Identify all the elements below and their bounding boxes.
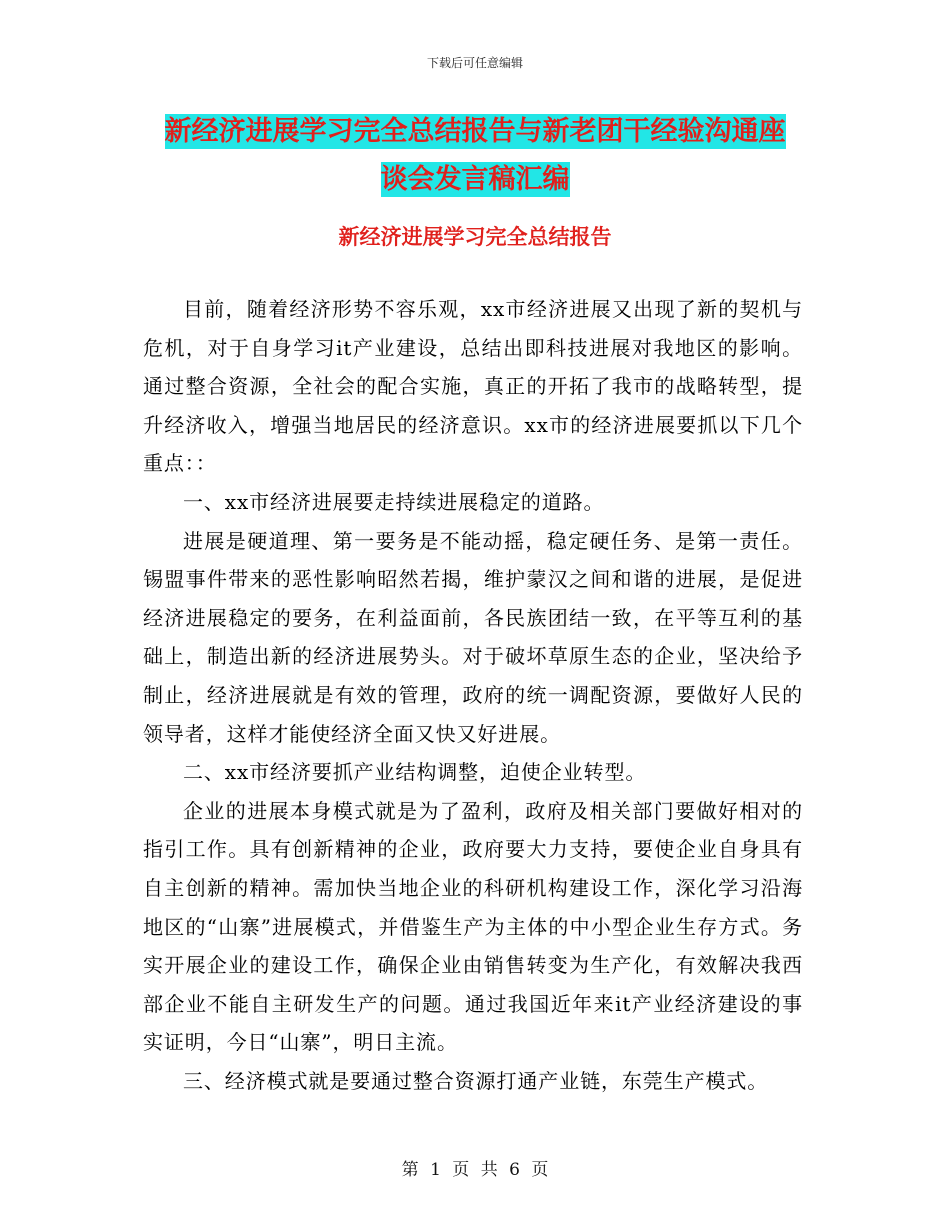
title-line-2: 谈会发言稿汇编 [380, 164, 570, 195]
document-body [143, 290, 803, 1100]
paragraph: 一、xx市经济进展要走持续进展稳定的道路。 [183, 489, 605, 514]
paragraph: 三、经济模式就是要通过整合资源打通产业链，东莞生产模式。 [183, 1068, 769, 1093]
page-footer: 第 1 页 共 6 页 [401, 1160, 549, 1180]
paragraph: 企业的进展本身模式就是为了盈利，政府及相关部门要做好相对的指引工作。具有创新精神的企业，政府要大力支持，要使企业自身具有自主创新的精神。需加快当地企业的科研机构建设工作，深化学习沿海地区的“山寨”进展模式，并借鉴生产为主体的中小型企业生存方式。务实开展企业的建设工作，确保企业由销售转变为生产化，有效解决我西部企业不能自主研发生产的问题。通过我国近年来it产业经济建设的事实证明，今日“山寨”，明日主流。 [143, 798, 803, 1055]
header-note: 下载后可任意编辑 [426, 56, 523, 70]
paragraph: 目前，随着经济形势不容乐观，xx市经济进展又出现了新的契机与危机，对于自身学习it产业建设，总结出即科技进展对我地区的影响。通过整合资源，全社会的配合实施，真正的开拓了我市的战略转型，提升经济收入，增强当地居民的经济意识。xx市的经济进展要抓以下几个重点：： [143, 297, 803, 476]
document-title [0, 108, 950, 204]
title-line-1: 新经济进展学习完全总结报告与新老团干经验沟通座 [164, 116, 786, 147]
section-title: 新经济进展学习完全总结报告 [338, 225, 612, 249]
paragraph: 二、xx市经济要抓产业结构调整，迫使企业转型。 [183, 760, 647, 785]
paragraph: 进展是硬道理、第一要务是不能动摇，稳定硬任务、是第一责任。锡盟事件带来的恶性影响昭然若揭，维护蒙汉之间和谐的进展，是促进经济进展稳定的要务，在利益面前，各民族团结一致，在平等互利的基础上，制造出新的经济进展势头。对于破坏草原生态的企业，坚决给予制止，经济进展就是有效的管理，政府的统一调配资源，要做好人民的领导者，这样才能使经济全面又快又好进展。 [143, 528, 803, 746]
